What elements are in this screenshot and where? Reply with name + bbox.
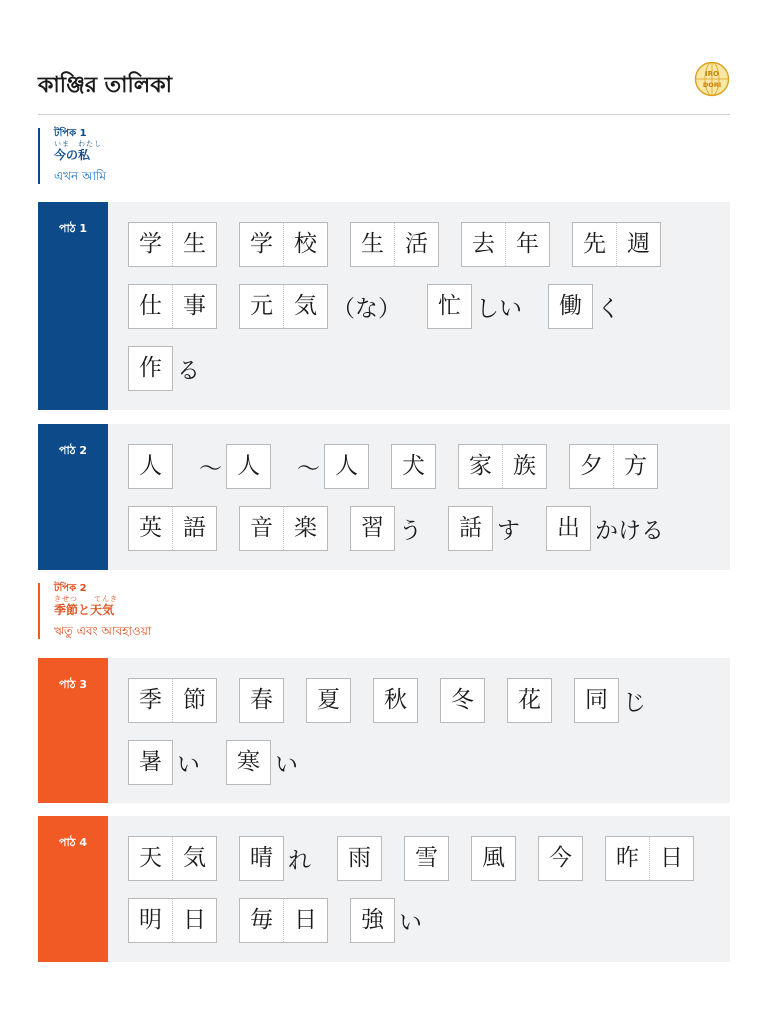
word-prefix: ～ bbox=[297, 456, 320, 482]
kanji-char: 働 bbox=[559, 293, 582, 319]
irodori-logo bbox=[694, 61, 730, 97]
kanji-char: 元 bbox=[250, 293, 273, 319]
page-title: কাঞ্জির তালিকা bbox=[38, 73, 172, 98]
kanji-char: 楽 bbox=[283, 507, 327, 550]
kanji-word bbox=[458, 444, 547, 489]
kanji-word bbox=[440, 678, 485, 723]
topic-header-2 bbox=[38, 583, 151, 639]
word-prefix: ～ bbox=[199, 456, 222, 482]
kanji-char: 晴 bbox=[250, 845, 273, 871]
kanji-char: 生 bbox=[361, 231, 384, 257]
kanji-char: 出 bbox=[557, 515, 580, 541]
kanji-word bbox=[574, 678, 650, 723]
kanji-word bbox=[461, 222, 550, 267]
kanji-word bbox=[546, 506, 668, 551]
kanji-word bbox=[427, 284, 526, 329]
header-divider bbox=[38, 114, 730, 115]
kanji-word bbox=[548, 284, 624, 329]
kanji-box bbox=[239, 222, 328, 267]
kanji-box bbox=[128, 444, 173, 489]
kanji-row bbox=[128, 506, 720, 551]
kanji-char: 夕 bbox=[580, 453, 603, 479]
kanji-box bbox=[128, 284, 217, 329]
kanji-char: 日 bbox=[283, 899, 327, 942]
kanji-char: 暑 bbox=[139, 749, 162, 775]
okurigana: かける bbox=[595, 518, 664, 544]
topic-japanese: 今の私 bbox=[54, 148, 91, 162]
kanji-char: 忙 bbox=[438, 293, 461, 319]
svg-text:DORI: DORI bbox=[702, 81, 722, 89]
kanji-word bbox=[306, 678, 351, 723]
kanji-char: 学 bbox=[250, 231, 273, 257]
kanji-char: 秋 bbox=[384, 687, 407, 713]
kanji-list bbox=[128, 444, 720, 568]
topic-bengali: ঋতু এবং আবহাওয়া bbox=[54, 624, 152, 638]
kanji-row bbox=[128, 346, 720, 391]
okurigana: れ bbox=[288, 848, 311, 874]
kanji-char: 人 bbox=[335, 453, 358, 479]
kanji-word bbox=[373, 678, 418, 723]
kanji-box bbox=[350, 506, 395, 551]
kanji-box bbox=[569, 444, 658, 489]
kanji-char: 校 bbox=[283, 223, 327, 266]
topic-bengali: এখন আমি bbox=[54, 169, 107, 183]
kanji-box bbox=[226, 740, 271, 785]
kanji-char: 気 bbox=[172, 837, 216, 880]
kanji-char: 天 bbox=[139, 845, 162, 871]
svg-text:IRO: IRO bbox=[705, 70, 719, 78]
kanji-word bbox=[572, 222, 661, 267]
kanji-word bbox=[128, 836, 217, 881]
kanji-char: 生 bbox=[172, 223, 216, 266]
kanji-box bbox=[337, 836, 382, 881]
kanji-word bbox=[128, 284, 217, 329]
kanji-char: 日 bbox=[649, 837, 693, 880]
kanji-word bbox=[391, 444, 436, 489]
kanji-char: 犬 bbox=[402, 453, 425, 479]
topic-header-1 bbox=[38, 128, 106, 184]
kanji-box bbox=[440, 678, 485, 723]
kanji-word bbox=[195, 444, 271, 489]
kanji-box bbox=[239, 898, 328, 943]
kanji-box bbox=[324, 444, 369, 489]
kanji-box bbox=[350, 898, 395, 943]
lesson-panel-4 bbox=[38, 816, 730, 962]
kanji-word bbox=[239, 898, 328, 943]
kanji-char: 習 bbox=[361, 515, 384, 541]
kanji-word bbox=[239, 836, 315, 881]
lesson-panel-1 bbox=[38, 202, 730, 410]
topic-label: টপিক 2 bbox=[54, 583, 87, 594]
kanji-box bbox=[128, 346, 173, 391]
kanji-word bbox=[350, 898, 426, 943]
kanji-word bbox=[293, 444, 369, 489]
kanji-char: 冬 bbox=[451, 687, 474, 713]
lesson-label: পাঠ 1 bbox=[38, 202, 108, 410]
okurigana: い bbox=[177, 752, 200, 778]
kanji-char: 週 bbox=[616, 223, 660, 266]
kanji-char: 日 bbox=[172, 899, 216, 942]
kanji-char: 年 bbox=[505, 223, 549, 266]
kanji-char: 雪 bbox=[415, 845, 438, 871]
kanji-char: 人 bbox=[237, 453, 260, 479]
lesson-panel-2 bbox=[38, 424, 730, 570]
kanji-char: 活 bbox=[394, 223, 438, 266]
kanji-char: 寒 bbox=[237, 749, 260, 775]
kanji-box bbox=[128, 222, 217, 267]
lesson-label: পাঠ 2 bbox=[38, 424, 108, 570]
kanji-char: 英 bbox=[139, 515, 162, 541]
kanji-word bbox=[239, 678, 284, 723]
kanji-char: 家 bbox=[469, 453, 492, 479]
kanji-char: 節 bbox=[172, 679, 216, 722]
okurigana: じ bbox=[623, 690, 646, 716]
kanji-box bbox=[404, 836, 449, 881]
kanji-char: 今 bbox=[549, 845, 572, 871]
kanji-char: 語 bbox=[172, 507, 216, 550]
kanji-word bbox=[128, 222, 217, 267]
kanji-word bbox=[239, 222, 328, 267]
kanji-box bbox=[373, 678, 418, 723]
kanji-box bbox=[538, 836, 583, 881]
kanji-row bbox=[128, 898, 720, 943]
lesson-panel-3 bbox=[38, 658, 730, 803]
kanji-char: 風 bbox=[482, 845, 505, 871]
kanji-char: 強 bbox=[361, 907, 384, 933]
kanji-word bbox=[128, 444, 173, 489]
kanji-word bbox=[350, 222, 439, 267]
kanji-box bbox=[239, 678, 284, 723]
lesson-label: পাঠ 3 bbox=[38, 658, 108, 803]
okurigana: い bbox=[275, 752, 298, 778]
kanji-box bbox=[350, 222, 439, 267]
kanji-word bbox=[471, 836, 516, 881]
kanji-box bbox=[128, 506, 217, 551]
kanji-char: 作 bbox=[139, 355, 162, 381]
kanji-word bbox=[128, 898, 217, 943]
kanji-list bbox=[128, 678, 720, 802]
kanji-word bbox=[350, 506, 426, 551]
kanji-box bbox=[572, 222, 661, 267]
okurigana: く bbox=[597, 296, 620, 322]
kanji-row bbox=[128, 284, 720, 329]
kanji-char: 人 bbox=[139, 453, 162, 479]
kanji-box bbox=[239, 284, 328, 329]
kanji-box bbox=[461, 222, 550, 267]
kanji-char: 明 bbox=[139, 907, 162, 933]
okurigana: す bbox=[497, 518, 520, 544]
kanji-char: 同 bbox=[585, 687, 608, 713]
kanji-box bbox=[226, 444, 271, 489]
kanji-box bbox=[507, 678, 552, 723]
kanji-word bbox=[337, 836, 382, 881]
kanji-row bbox=[128, 740, 720, 785]
okurigana: い bbox=[399, 910, 422, 936]
kanji-char: 雨 bbox=[348, 845, 371, 871]
kanji-char: 方 bbox=[613, 445, 657, 488]
kanji-row bbox=[128, 836, 720, 881]
okurigana: う bbox=[399, 518, 422, 544]
kanji-char: 夏 bbox=[317, 687, 340, 713]
kanji-box bbox=[546, 506, 591, 551]
kanji-box bbox=[128, 898, 217, 943]
kanji-word bbox=[538, 836, 583, 881]
kanji-word bbox=[569, 444, 658, 489]
kanji-char: 音 bbox=[250, 515, 273, 541]
lesson-label: পাঠ 4 bbox=[38, 816, 108, 962]
kanji-box bbox=[471, 836, 516, 881]
kanji-list bbox=[128, 222, 720, 408]
kanji-word bbox=[239, 506, 328, 551]
kanji-box bbox=[128, 836, 217, 881]
topic-furigana: いま わたし bbox=[54, 140, 102, 148]
kanji-word bbox=[605, 836, 694, 881]
kanji-box bbox=[605, 836, 694, 881]
okurigana: る bbox=[177, 358, 200, 384]
kanji-word bbox=[507, 678, 552, 723]
kanji-word bbox=[128, 506, 217, 551]
kanji-char: 気 bbox=[283, 285, 327, 328]
kanji-list bbox=[128, 836, 720, 960]
kanji-box bbox=[391, 444, 436, 489]
kanji-box bbox=[574, 678, 619, 723]
kanji-box bbox=[306, 678, 351, 723]
kanji-box bbox=[239, 506, 328, 551]
kanji-row bbox=[128, 222, 720, 267]
topic-label: টপিক 1 bbox=[54, 128, 87, 139]
kanji-char: 昨 bbox=[616, 845, 639, 871]
kanji-char: 事 bbox=[172, 285, 216, 328]
kanji-word bbox=[448, 506, 524, 551]
topic-furigana: きせつ てんき bbox=[54, 595, 118, 603]
kanji-word bbox=[128, 740, 204, 785]
kanji-char: 話 bbox=[459, 515, 482, 541]
kanji-char: 季 bbox=[139, 687, 162, 713]
okurigana: （な） bbox=[332, 296, 401, 322]
kanji-box bbox=[239, 836, 284, 881]
kanji-char: 花 bbox=[518, 687, 541, 713]
kanji-word bbox=[128, 346, 204, 391]
kanji-box bbox=[458, 444, 547, 489]
kanji-word bbox=[404, 836, 449, 881]
kanji-box bbox=[128, 678, 217, 723]
kanji-box bbox=[128, 740, 173, 785]
kanji-char: 仕 bbox=[139, 293, 162, 319]
kanji-box bbox=[448, 506, 493, 551]
kanji-box bbox=[548, 284, 593, 329]
kanji-char: 春 bbox=[250, 687, 273, 713]
kanji-char: 族 bbox=[502, 445, 546, 488]
kanji-char: 去 bbox=[472, 231, 495, 257]
kanji-word bbox=[128, 678, 217, 723]
kanji-char: 毎 bbox=[250, 907, 273, 933]
kanji-row bbox=[128, 444, 720, 489]
kanji-box bbox=[427, 284, 472, 329]
kanji-word bbox=[239, 284, 405, 329]
kanji-word bbox=[226, 740, 302, 785]
okurigana: しい bbox=[476, 296, 522, 322]
kanji-row bbox=[128, 678, 720, 723]
kanji-char: 学 bbox=[139, 231, 162, 257]
topic-japanese: 季節と天気 bbox=[54, 603, 115, 617]
kanji-char: 先 bbox=[583, 231, 606, 257]
